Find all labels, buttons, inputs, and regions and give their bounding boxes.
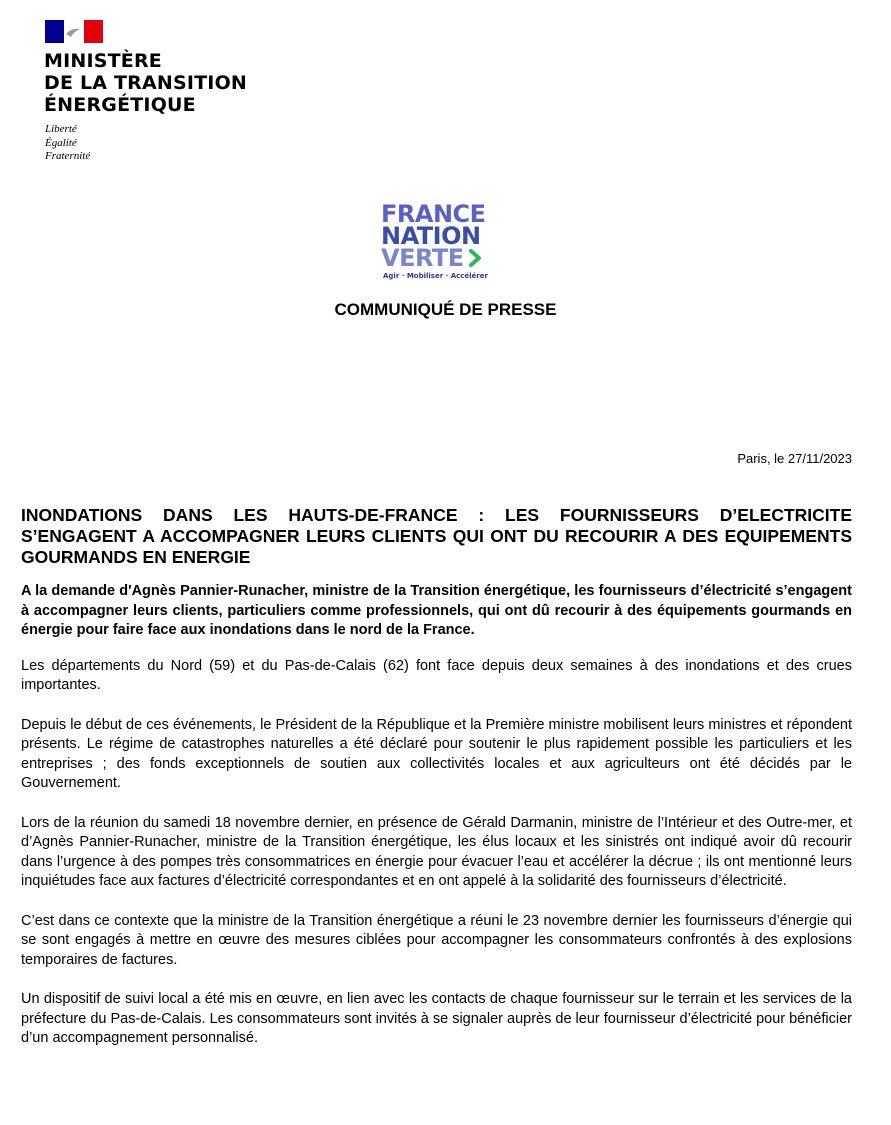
ministry-line: MINISTÈRE	[44, 50, 162, 72]
republic-motto	[45, 123, 90, 164]
body-paragraph: Depuis le début de ces événements, le Président de la République et la Première ministre mobilisent leurs ministres et répondent présents. Le régime de catastrophes naturelles a été déclaré pour soutenir le plus rapidement possible les particuliers et les entreprises ; des fonds exceptionnels de soutien aux collectivités locales et aux agriculteurs ont été décidés par le Gouvernement.	[21, 716, 852, 791]
release-date: Paris, le 27/11/2023	[737, 451, 852, 466]
logo-line: NATION	[381, 222, 481, 250]
chevron-right-icon	[468, 249, 482, 267]
body-paragraph: Les départements du Nord (59) et du Pas-de-Calais (62) font face depuis deux semaines à des inondations et des crues importantes.	[21, 657, 852, 693]
ministry-line: DE LA TRANSITION	[44, 72, 248, 94]
republic-flag-logo	[45, 20, 103, 43]
body-paragraph: Un dispositif de suivi local a été mis en œuvre, en lien avec les contacts de chaque fournisseur sur le terrain et les services de la préfecture du Pas-de-Calais. Les consommateurs sont invités à se signaler auprès de leur fournisseur d’électricité pour bénéficier d’un accompagnement personnalisé.	[21, 991, 852, 1046]
headline: INONDATIONS DANS LES HAUTS-DE-FRANCE : LES FOURNISSEURS D’ELECTRICITE S’ENGAGENT A ACCOMPAGNER LEURS CLIENTS QUI ONT DU RECOURIR A DES EQUIPEMENTS GOURMANDS EN ENERGIE	[21, 505, 852, 567]
lead-paragraph: A la demande d'Agnès Pannier-Runacher, ministre de la Transition énergétique, les fournisseurs d’électricité s’engagent à accompagner leurs clients, particuliers comme professionnels, qui ont dû recourir à des équipements gourmands en énergie pour faire face aux inondations dans le nord de la France.	[21, 583, 852, 638]
logo-line: FRANCE	[381, 200, 486, 228]
logo-tagline: Agir · Mobiliser · Accélérer	[383, 272, 488, 280]
logo-line-with-chevron	[381, 244, 496, 272]
press-release-body	[21, 505, 852, 1069]
body-paragraph: Lors de la réunion du samedi 18 novembre dernier, en présence de Gérald Darmanin, ministre de l’Intérieur et des Outre-mer, et d’Agnès Pannier-Runacher, ministre de la Transition énergétique, les élus locaux et les sinistrés ont indiqué avoir dû recourir dans l’urgence à des pompes très consommatrices en énergie pour évacuer l’eau et accélérer la décrue ; ils ont mentionné leurs inquiétudes face aux factures d’électricité correspondantes et en ont appelé à la solidarité des fournisseurs d’électricité.	[21, 814, 852, 889]
marianne-icon	[64, 20, 84, 43]
france-nation-verte-logo	[381, 200, 496, 280]
logo-line: VERTE	[381, 244, 464, 272]
motto-line: Égalité	[45, 136, 77, 149]
motto-line: Fraternité	[45, 150, 91, 162]
press-release-title: COMMUNIQUÉ DE PRESSE	[334, 300, 557, 319]
ministry-name	[44, 50, 304, 116]
motto-line: Liberté	[45, 123, 77, 135]
ministry-line: ÉNERGÉTIQUE	[44, 94, 196, 116]
body-paragraph: C’est dans ce contexte que la ministre de la Transition énergétique a réuni le 23 novembre dernier les fournisseurs d’énergie qui se sont engagés à mettre en œuvre des mesures ciblées pour accompagner les consommateurs confrontés à des explosions temporaires de factures.	[21, 912, 852, 968]
